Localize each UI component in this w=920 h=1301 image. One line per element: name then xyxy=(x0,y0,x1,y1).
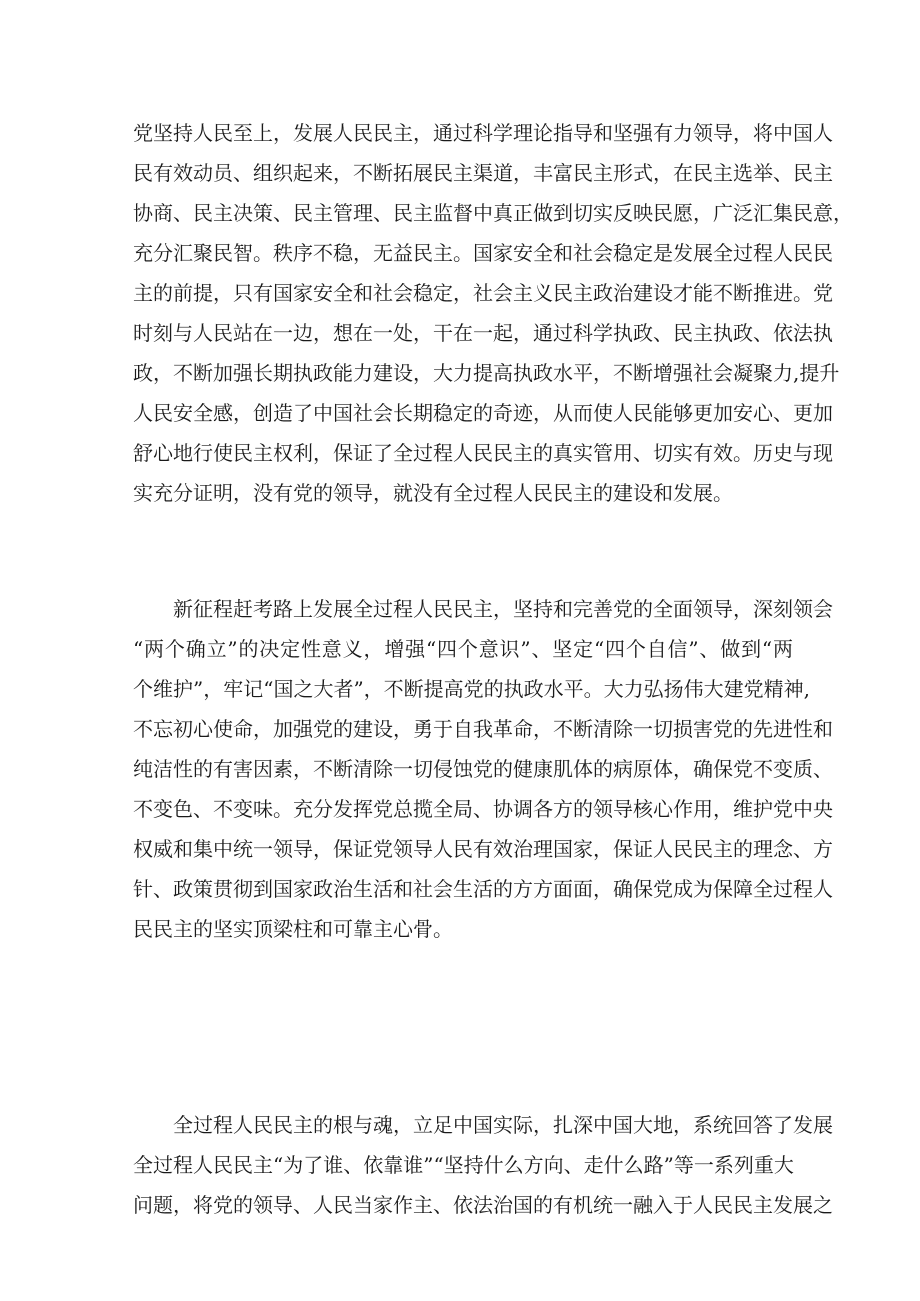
paragraph-line: 全过程人民民主的根与魂，立足中国实际，扎深中国大地，系统回答了发展 xyxy=(173,1113,833,1137)
paragraph-line: 个维护”，牢记“国之大者”，不断提高党的执政水平。大力弘扬伟大建党精神, xyxy=(133,677,811,701)
paragraph-line: “两个确立”的决定性意义，增强“四个意识”、坚定“四个自信”、做到“两 xyxy=(133,637,793,661)
paragraph-line: 问题，将党的领导、人民当家作主、依法治国的有机统一融入于人民民主发展之 xyxy=(133,1193,833,1217)
paragraph-line: 充分汇聚民智。秩序不稳，无益民主。国家安全和社会稳定是发展全过程人民民 xyxy=(133,241,833,265)
paragraph-2 xyxy=(133,589,833,949)
paragraph-line: 不忘初心使命，加强党的建设，勇于自我革命，不断清除一切损害党的先进性和 xyxy=(133,717,833,741)
paragraph-line: 协商、民主决策、民主管理、民主监督中真正做到切实反映民愿，广泛汇集民意， xyxy=(133,201,853,225)
paragraph-3 xyxy=(133,1105,833,1225)
paragraph-line: 舒心地行使民主权利，保证了全过程人民民主的真实管用、切实有效。历史与现 xyxy=(133,441,833,465)
paragraph-line: 针、政策贯彻到国家政治生活和社会生活的方方面面，确保党成为保障全过程人 xyxy=(133,877,833,901)
paragraph-line: 政，不断加强长期执政能力建设，大力提高执政水平，不断增强社会凝聚力,提升 xyxy=(133,361,840,385)
paragraph-line: 人民安全感，创造了中国社会长期稳定的奇迹，从而使人民能够更加安心、更加 xyxy=(133,401,833,425)
paragraph-line: 不变色、不变味。充分发挥党总揽全局、协调各方的领导核心作用，维护党中央 xyxy=(133,797,833,821)
paragraph-line: 全过程人民民主“为了谁、依靠谁”“坚持什么方向、走什么路”等一系列重大 xyxy=(133,1153,794,1177)
paragraph-line: 主的前提，只有国家安全和社会稳定，社会主义民主政治建设才能不断推进。党 xyxy=(133,281,833,305)
paragraph-line: 民民主的坚实顶梁柱和可靠主心骨。 xyxy=(133,917,453,941)
paragraph-line: 实充分证明，没有党的领导，就没有全过程人民民主的建设和发展。 xyxy=(133,481,733,505)
paragraph-line: 党坚持人民至上，发展人民民主，通过科学理论指导和坚强有力领导，将中国人 xyxy=(133,121,833,145)
paragraph-line: 民有效动员、组织起来，不断拓展民主渠道，丰富民主形式，在民主选举、民主 xyxy=(133,161,833,185)
paragraph-line: 纯洁性的有害因素，不断清除一切侵蚀党的健康肌体的病原体，确保党不变质、 xyxy=(133,757,833,781)
paragraph-line: 权威和集中统一领导，保证党领导人民有效治理国家，保证人民民主的理念、方 xyxy=(133,837,833,861)
paragraph-line: 新征程赶考路上发展全过程人民民主，坚持和完善党的全面领导，深刻领会 xyxy=(173,597,833,621)
paragraph-1 xyxy=(133,113,853,513)
paragraph-line: 时刻与人民站在一边，想在一处，干在一起，通过科学执政、民主执政、依法执 xyxy=(133,321,833,345)
